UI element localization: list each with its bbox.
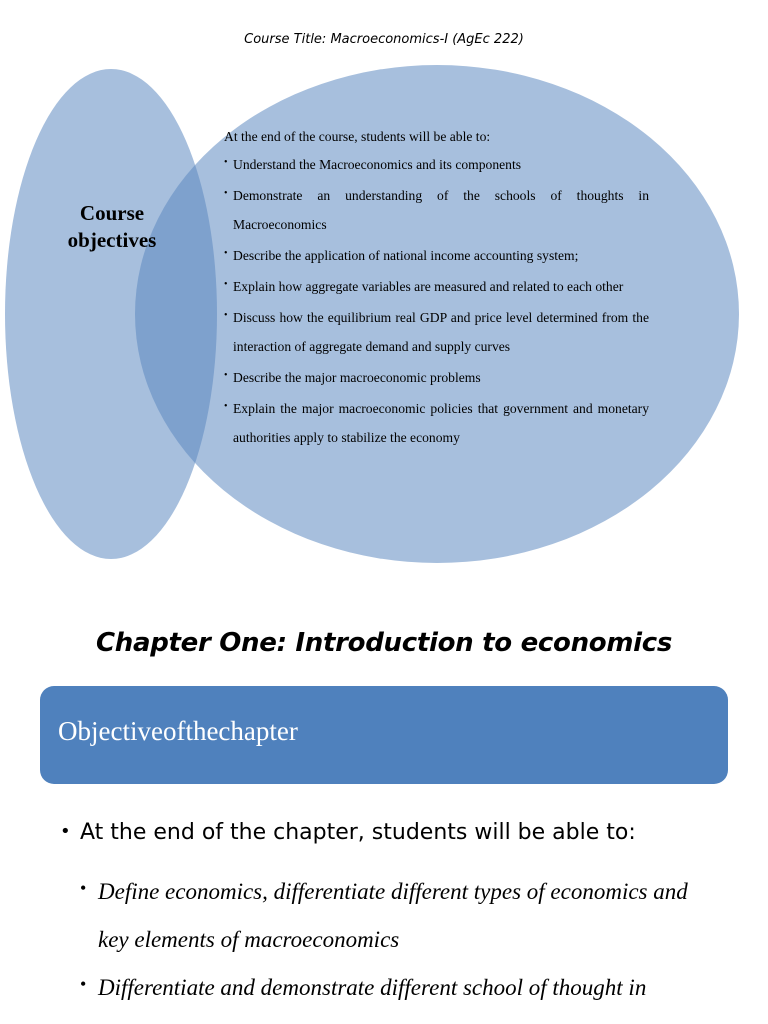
objectives-intro: At the end of the course, students will be able to:: [224, 129, 491, 144]
list-item: • Discuss how the equilibrium real GDP and price level determined from the interaction of aggregate demand and supply curves: [224, 303, 649, 361]
course-title: Course Title: Macroeconomics-I (AgEc 222): [244, 32, 524, 47]
list-item: • Differentiate and demonstrate different school of thought in: [80, 964, 720, 1012]
list-item: • Define economics, differentiate different types of economics and key elements of macroeconomics: [80, 868, 720, 964]
chapter-lead-text: At the end of the chapter, students will be able to:: [80, 820, 636, 845]
list-item: • Describe the major macroeconomic problems: [224, 363, 649, 392]
course-objectives-label: Course objectives: [67, 201, 157, 252]
list-item: • Demonstrate an understanding of the schools of thoughts in Macroeconomics: [224, 181, 649, 239]
list-item: • Explain the major macroeconomic policies that government and monetary authorities apply to stabilize the economy: [224, 394, 649, 452]
chapter-lead-bullet: [60, 820, 636, 845]
objectives-list: [224, 150, 649, 452]
objectives-box: [224, 128, 649, 454]
list-item: • Understand the Macroeconomics and its components: [224, 150, 649, 179]
bullet-icon: •: [60, 821, 71, 842]
chapter-heading: Chapter One: Introduction to economics: [95, 628, 673, 658]
list-item: • Describe the application of national income accounting system;: [224, 241, 649, 270]
banner-title: Objectiveofthechapter: [58, 716, 298, 746]
list-item: • Explain how aggregate variables are measured and related to each other: [224, 272, 649, 301]
chapter-objectives-list: [80, 868, 720, 1012]
